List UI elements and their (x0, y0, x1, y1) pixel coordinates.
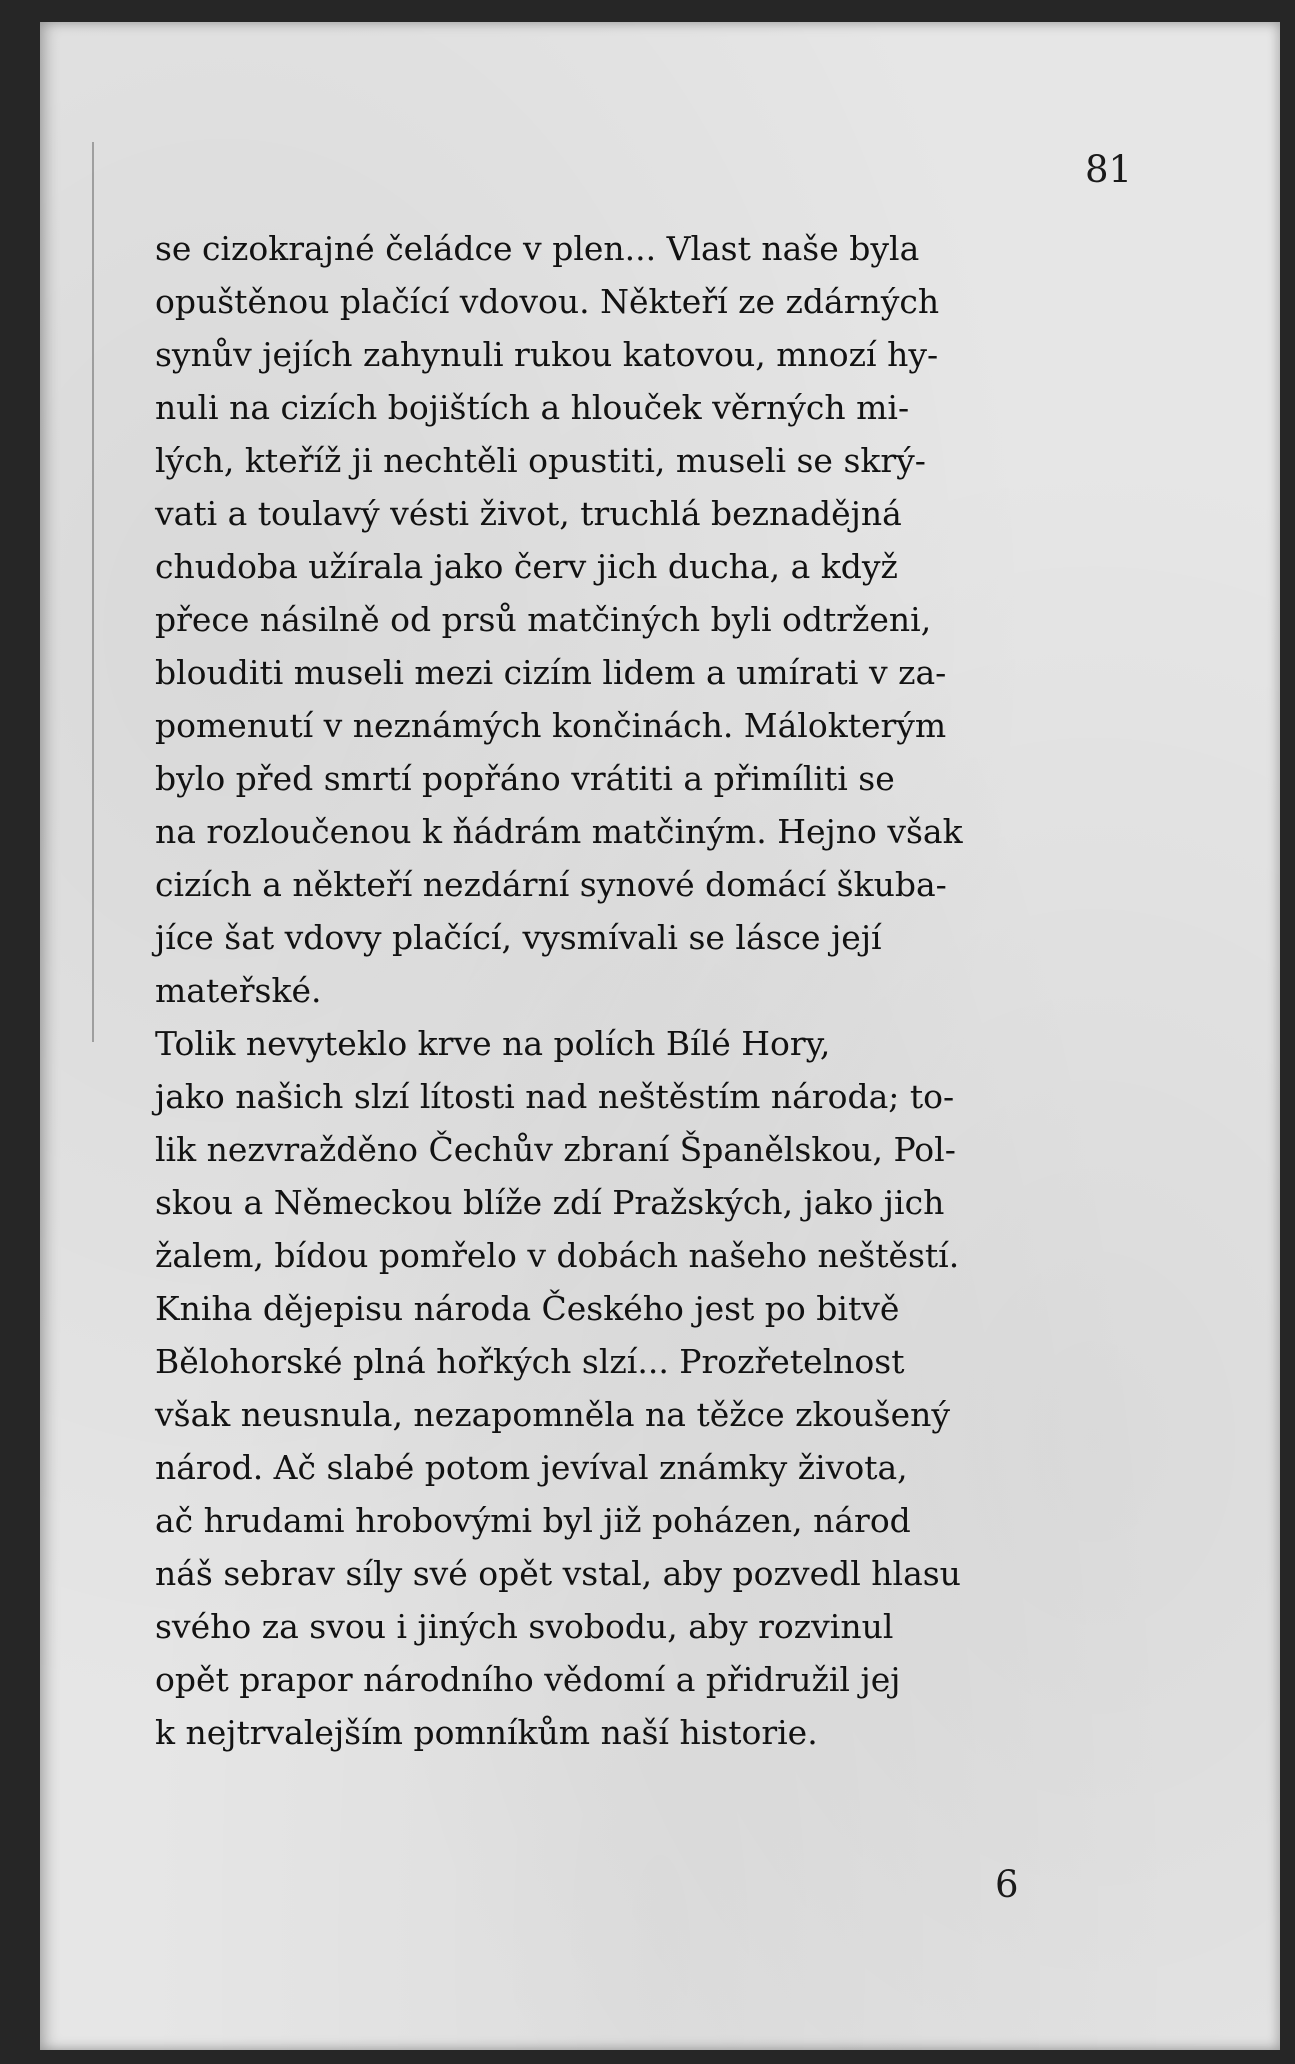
page-gutter-shadow (92, 142, 94, 1042)
page-body (155, 222, 1140, 1759)
paragraph-2: Tolik nevyteklo krve na polích Bílé Hory, jako našich slzí lítosti nad neštěstím národa; to- lik nezvražděno Čechův zbraní Španělskou, Pol- skou a Německou blíže zdí Pražských, jako jich žalem, bídou pomřelo v dobách našeho neštěstí. (155, 1024, 960, 1275)
signature-mark: 6 (995, 1863, 1019, 1906)
paragraph-3: Kniha dějepisu národa Českého jest po bitvě Bělohorské plná hořkých slzí... Prozřetelnost však neusnula, nezapomněla na těžce zkoušený národ. Ač slabé potom jevíval známky života, ač hrudami hrobovými byl již poházen, národ náš sebrav síly své opět vstal, aby pozvedl hlasu svého za svou i jiných svobodu, aby rozvinul opět prapor národního vědomí a přidružil jej k nejtrvalejším pomníkům naší historie. (155, 1289, 961, 1752)
page-number: 81 (1085, 148, 1133, 191)
paragraph-1: se cizokrajné čeládce v plen... Vlast naše byla opuštěnou plačící vdovou. Někteří ze zdárných synův jejích zahynuli rukou katovou, mnozí hy- nuli na cizích bojištích a hlouček věrných mi- lých, kteříž ji nechtěli opustiti, museli se skrý- vati a toulavý vésti život, truchlá beznadějná chudoba užírala jako červ jich ducha, a když přece násilně od prsů matčiných byli odtrženi, blouditi museli mezi cizím lidem a umírati v za- pomenutí v neznámých končinách. Málokterým bylo před smrtí popřáno vrátiti a přimíliti se na rozloučenou k ňádrám matčiným. Hejno však cizích a někteří nezdární synové domácí škuba- jíce šat vdovy plačící, vysmívali se lásce její mateřské. (155, 229, 963, 1010)
